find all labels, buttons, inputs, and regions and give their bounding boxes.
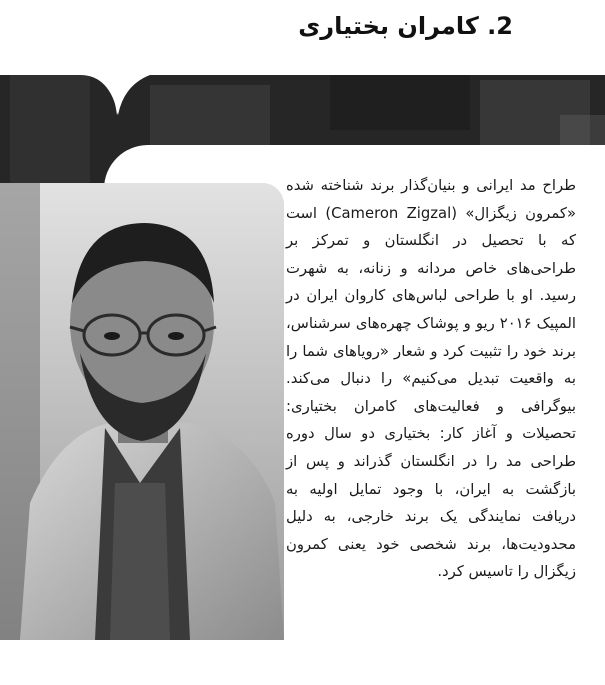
portrait-photo [0,183,284,640]
section-title: 2. کامران بختیاری [298,12,513,40]
speech-notch-shape [0,75,605,155]
heading-bar [0,0,605,75]
article-body: طراح مد ایرانی و بنیان‌گذار برند شناخته شده «کمرون زیگزال» (Cameron Zigzal) است که با تحصیل در انگلستان و تمرکز بر طراحی‌های خاص مردانه و زنانه، به شهرت رسید. او با طراحی لباس‌های کاروان ایران در المپیک ۲۰۱۶ ریو و پوشاک چهره‌های سرشناس، برند خود را تثبیت کرد و شعار «رویاهای شما را به واقعیت تبدیل می‌کنیم» را دنبال می‌کند. بیوگرافی و فعالیت‌های کامران بختیاری: تحصیلات و آغاز کار: بختیاری دو سال دوره طراحی مد را در انگلستان گذراند و پس از بازگشت به ایران، با وجود تمایل اولیه به دریافت نمایندگی یک برند خارجی، به دلیل محدودیت‌ها، برند شخصی خود یعنی کمرون زیگزال را تاسیس کرد. [286,177,576,581]
